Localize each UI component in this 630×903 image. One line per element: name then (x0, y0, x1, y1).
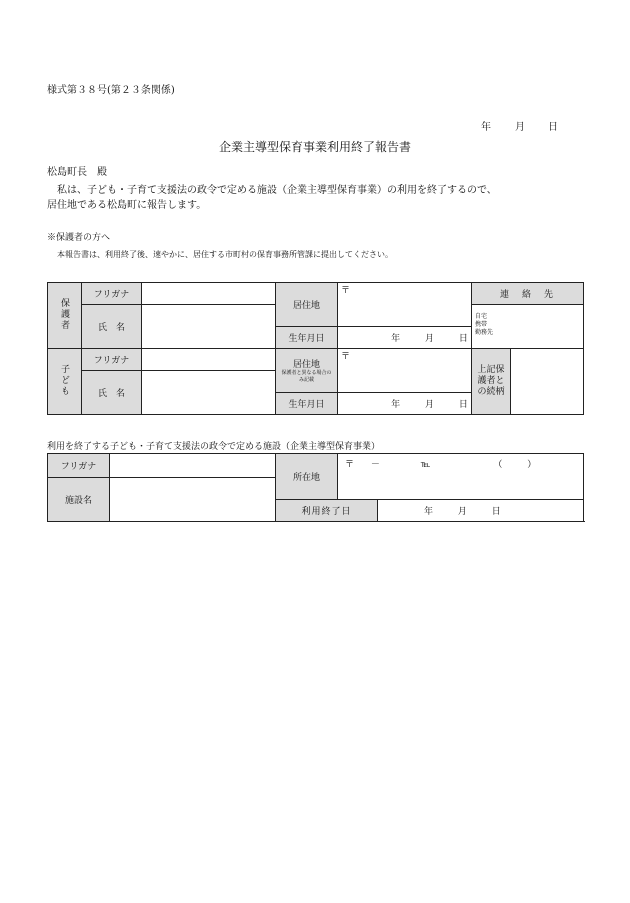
facility-postal-mark: 〒 (345, 460, 355, 470)
facility-name-field[interactable] (110, 478, 276, 522)
guardian-residence-field[interactable] (338, 283, 472, 327)
contact-field[interactable] (472, 305, 584, 349)
end-date-field[interactable] (378, 500, 584, 522)
guardian-name-field[interactable] (142, 305, 276, 349)
relation-label: 上記保護者との続柄 (472, 349, 511, 415)
date-month-label: 月 (515, 122, 525, 133)
child-birth-year-label: 年 (391, 400, 401, 410)
facility-table-heading: 利用を終了する子ども・子育て支援法の政令で定める施設（企業主導型保育事業） (47, 442, 381, 452)
child-name-label: 氏 名 (82, 371, 142, 415)
end-year-label: 年 (424, 507, 434, 517)
guardian-label-cell (48, 283, 82, 349)
guardian-birthdate-label: 生年月日 (276, 327, 338, 349)
birth-month-label: 月 (424, 334, 434, 344)
child-residence-label-cell (276, 349, 338, 393)
date-year-label: 年 (481, 122, 491, 133)
facility-location-field[interactable] (338, 454, 584, 500)
guardian-birthdate-field[interactable] (338, 327, 472, 349)
child-birth-day-label: 日 (458, 400, 468, 410)
end-month-label: 月 (457, 507, 467, 517)
applicant-table (47, 282, 584, 415)
relation-field[interactable] (511, 349, 584, 415)
facility-furigana-field[interactable] (110, 454, 276, 478)
date-day-label: 日 (548, 122, 558, 133)
child-birth-month-label: 月 (424, 400, 434, 410)
facility-location-label: 所在地 (276, 454, 338, 500)
facility-furigana-label: フリガナ (48, 454, 110, 478)
child-label-cell (48, 349, 82, 415)
guardian-label: 保護者 (59, 297, 69, 331)
child-postal-mark: 〒 (341, 352, 351, 362)
notice-text: 本報告書は、利用終了後、速やかに、居住する市町村の保育事務所管課に提出してください。 (57, 250, 393, 259)
contact-mobile-label: 携帯 (475, 321, 488, 328)
child-name-field[interactable] (142, 371, 276, 415)
guardian-furigana-label: フリガナ (82, 283, 142, 305)
body-text-line2: 居住地である松島町に報告します。 (47, 200, 207, 211)
form-number: 様式第３８号(第２３条関係) (47, 85, 175, 96)
addressee: 松島町長 殿 (47, 167, 107, 178)
notice-heading: ※保護者の方へ (47, 233, 111, 243)
contact-header: 連 絡 先 (472, 283, 584, 305)
facility-postal-dash: － (370, 460, 380, 470)
facility-table (47, 453, 584, 522)
body-text-line1: 私は、子ども・子育て支援法の政令で定める施設（企業主導型保育事業）の利用を終了するので、 (57, 185, 497, 196)
child-residence-note: 保護者と異なる場合のみ記載 (281, 370, 332, 383)
child-birthdate-label: 生年月日 (276, 393, 338, 415)
contact-work-label: 勤務先 (475, 329, 494, 336)
birth-day-label: 日 (458, 334, 468, 344)
child-furigana-label: フリガナ (82, 349, 142, 371)
facility-name-label: 施設名 (48, 478, 110, 522)
facility-tel-mark: ℡ (420, 460, 431, 470)
facility-paren-open: （ (493, 460, 503, 470)
end-day-label: 日 (491, 507, 501, 517)
end-date-label: 利用終了日 (276, 500, 378, 522)
postal-mark: 〒 (341, 286, 351, 296)
contact-home-label: 自宅 (475, 313, 488, 320)
document-title: 企業主導型保育事業利用終了報告書 (218, 140, 411, 154)
guardian-name-label: 氏 名 (82, 305, 142, 349)
child-birthdate-field[interactable] (338, 393, 472, 415)
child-residence-field[interactable] (338, 349, 472, 393)
child-furigana-field[interactable] (142, 349, 276, 371)
child-label: 子ども (59, 363, 69, 397)
guardian-residence-label: 居住地 (276, 283, 338, 327)
guardian-furigana-field[interactable] (142, 283, 276, 305)
facility-paren-close: ） (527, 460, 537, 470)
child-residence-label: 居住地 (292, 360, 320, 370)
birth-year-label: 年 (391, 334, 401, 344)
